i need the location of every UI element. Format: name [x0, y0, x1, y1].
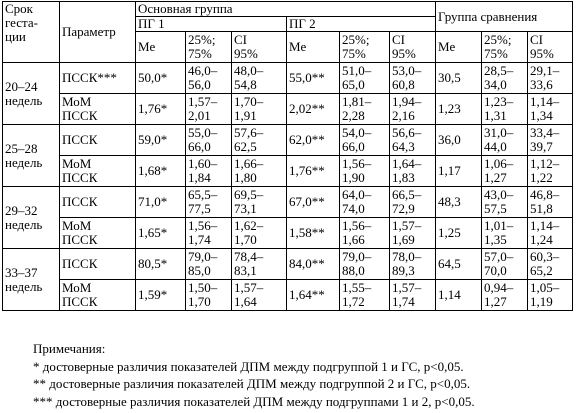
pg1-me-cell: 1,65*	[136, 218, 186, 249]
cmp-ci-cell: 46,8– 51,8	[528, 187, 573, 218]
cmp-ci-cell: 60,3– 65,2	[528, 249, 573, 280]
period-cell: 29–32 недель	[3, 187, 60, 249]
note-1: * достоверные различия показателей ДПМ между подгруппой 1 и ГС, р<0,05.	[33, 358, 464, 374]
param-cell: ПССК	[60, 125, 136, 156]
pg2-me-cell: 2,02**	[287, 94, 340, 125]
cmp-quartiles-cell: 1,23– 1,31	[482, 94, 528, 125]
header-pg1-me: Me	[136, 32, 186, 63]
pg2-ci-cell: 1,94– 2,16	[390, 94, 436, 125]
pg1-me-cell: 1,59*	[136, 280, 186, 311]
pg2-me-cell: 1,58**	[287, 218, 340, 249]
cmp-quartiles-cell: 1,06– 1,27	[482, 156, 528, 187]
pg1-quartiles-cell: 46,0– 56,0	[186, 63, 232, 94]
cmp-ci-cell: 1,05– 1,19	[528, 280, 573, 311]
pg2-quartiles-cell: 1,81– 2,28	[340, 94, 390, 125]
note-2: ** достоверные различия показателей ДПМ между подгруппой 2 и ГС, р<0,05.	[33, 376, 471, 391]
period-cell: 33–37 недель	[3, 249, 60, 311]
pg2-quartiles-cell: 51,0– 65,0	[340, 63, 390, 94]
pg1-quartiles-cell: 1,50– 1,70	[186, 280, 232, 311]
table-row	[3, 125, 573, 156]
table-row	[3, 187, 573, 218]
header-cmp-me: Me	[436, 32, 482, 63]
pg2-ci-cell: 1,57– 1,69	[390, 218, 436, 249]
param-cell: МоМ ПССК	[60, 280, 136, 311]
pg1-quartiles-cell: 55,0– 66,0	[186, 125, 232, 156]
table-row	[3, 249, 573, 280]
pg1-quartiles-cell: 79,0– 85,0	[186, 249, 232, 280]
pg1-ci-cell: 1,57– 1,64	[232, 280, 287, 311]
cmp-ci-cell: 33,4– 39,7	[528, 125, 573, 156]
cmp-me-cell: 64,5	[436, 249, 482, 280]
header-main-group: Основная группа	[136, 2, 436, 17]
results-table	[2, 1, 573, 311]
pg1-quartiles-cell: 1,56– 1,74	[186, 218, 232, 249]
period-cell: 20–24 недель	[3, 63, 60, 125]
notes-title: Примечания:	[33, 341, 106, 356]
table-body	[3, 63, 573, 311]
table-row	[3, 218, 573, 249]
pg2-quartiles-cell: 1,56– 1,90	[340, 156, 390, 187]
pg2-quartiles-cell: 1,55– 1,72	[340, 280, 390, 311]
pg1-me-cell: 80,5*	[136, 249, 186, 280]
pg1-me-cell: 1,76*	[136, 94, 186, 125]
period-cell: 25–28 недель	[3, 125, 60, 187]
header-cmp-quartiles: 25%; 75%	[482, 32, 528, 63]
param-cell: ПССК	[60, 187, 136, 218]
cmp-me-cell: 48,3	[436, 187, 482, 218]
pg2-quartiles-cell: 64,0– 74,0	[340, 187, 390, 218]
pg1-quartiles-cell: 1,60– 1,84	[186, 156, 232, 187]
pg1-ci-cell: 1,70– 1,91	[232, 94, 287, 125]
pg1-me-cell: 71,0*	[136, 187, 186, 218]
cmp-quartiles-cell: 57,0– 70,0	[482, 249, 528, 280]
cmp-ci-cell: 1,14– 1,24	[528, 218, 573, 249]
pg2-me-cell: 84,0**	[287, 249, 340, 280]
pg1-ci-cell: 1,62– 1,70	[232, 218, 287, 249]
pg2-ci-cell: 78,0– 89,3	[390, 249, 436, 280]
cmp-me-cell: 1,23	[436, 94, 482, 125]
pg2-ci-cell: 1,57– 1,74	[390, 280, 436, 311]
cmp-ci-cell: 1,12– 1,22	[528, 156, 573, 187]
pg2-ci-cell: 66,5– 72,9	[390, 187, 436, 218]
pg2-ci-cell: 1,64– 1,83	[390, 156, 436, 187]
header-compare-group: Группа сравнения	[436, 2, 573, 32]
header-gestation: Срок геста- ции	[3, 2, 60, 63]
header-cmp-ci: CI 95%	[528, 32, 573, 63]
pg2-ci-cell: 56,6– 64,3	[390, 125, 436, 156]
cmp-quartiles-cell: 31,0– 44,0	[482, 125, 528, 156]
header-pg2-quartiles: 25%; 75%	[340, 32, 390, 63]
header-pg1-ci: CI 95%	[232, 32, 287, 63]
pg2-quartiles-cell: 54,0– 66,0	[340, 125, 390, 156]
cmp-me-cell: 30,5	[436, 63, 482, 94]
pg2-quartiles-cell: 79,0– 88,0	[340, 249, 390, 280]
pg2-ci-cell: 53,0– 60,8	[390, 63, 436, 94]
cmp-me-cell: 1,14	[436, 280, 482, 311]
param-cell: МоМ ПССК	[60, 218, 136, 249]
pg1-me-cell: 1,68*	[136, 156, 186, 187]
cmp-quartiles-cell: 28,5– 34,0	[482, 63, 528, 94]
pg1-ci-cell: 69,5– 73,1	[232, 187, 287, 218]
pg1-ci-cell: 48,0– 54,8	[232, 63, 287, 94]
pg1-me-cell: 50,0*	[136, 63, 186, 94]
pg2-me-cell: 62,0**	[287, 125, 340, 156]
cmp-ci-cell: 1,14– 1,34	[528, 94, 573, 125]
cmp-me-cell: 1,17	[436, 156, 482, 187]
pg2-me-cell: 1,76**	[287, 156, 340, 187]
cmp-ci-cell: 29,1– 33,6	[528, 63, 573, 94]
param-cell: ПССК***	[60, 63, 136, 94]
pg1-ci-cell: 57,6– 62,5	[232, 125, 287, 156]
note-3: *** достоверные различия показателей ДПМ между подгруппами 1 и 2, р<0,05.	[33, 393, 475, 409]
cmp-me-cell: 36,0	[436, 125, 482, 156]
pg1-quartiles-cell: 1,57– 2,01	[186, 94, 232, 125]
cmp-quartiles-cell: 43,0– 57,5	[482, 187, 528, 218]
cmp-quartiles-cell: 1,01– 1,35	[482, 218, 528, 249]
param-cell: МоМ ПССК	[60, 156, 136, 187]
header-pg1-quartiles: 25%; 75%	[186, 32, 232, 63]
cmp-quartiles-cell: 0,94– 1,27	[482, 280, 528, 311]
pg2-me-cell: 67,0**	[287, 187, 340, 218]
header-pg2-ci: CI 95%	[390, 32, 436, 63]
pg2-me-cell: 1,64**	[287, 280, 340, 311]
param-cell: ПССК	[60, 249, 136, 280]
table-row	[3, 280, 573, 311]
table-row	[3, 156, 573, 187]
param-cell: МоМ ПССК	[60, 94, 136, 125]
header-pg1: ПГ 1	[136, 17, 287, 32]
pg2-me-cell: 55,0**	[287, 63, 340, 94]
pg1-me-cell: 59,0*	[136, 125, 186, 156]
table-row	[3, 63, 573, 94]
cmp-me-cell: 1,25	[436, 218, 482, 249]
header-pg2: ПГ 2	[287, 17, 436, 32]
pg2-quartiles-cell: 1,56– 1,66	[340, 218, 390, 249]
header-param: Параметр	[60, 2, 136, 63]
pg1-quartiles-cell: 65,5– 77,5	[186, 187, 232, 218]
table-row	[3, 94, 573, 125]
notes-block	[33, 340, 475, 410]
header-pg2-me: Me	[287, 32, 340, 63]
pg1-ci-cell: 1,66– 1,80	[232, 156, 287, 187]
pg1-ci-cell: 78,4– 83,1	[232, 249, 287, 280]
